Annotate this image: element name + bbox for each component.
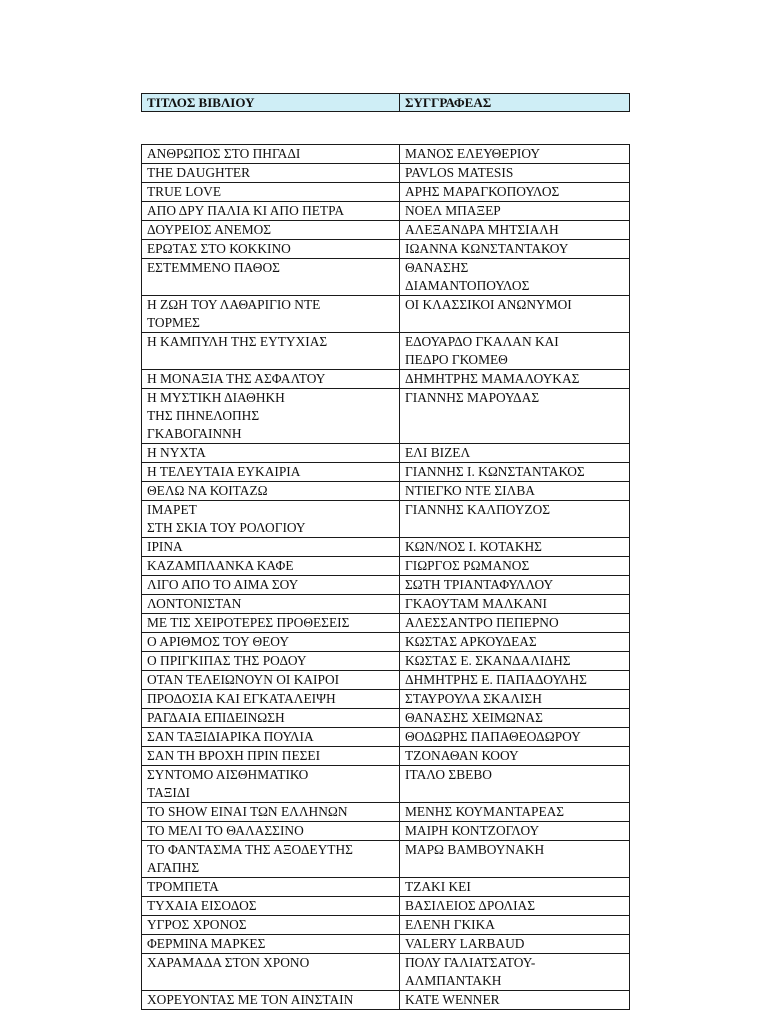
book-title-cell: ΙΡΙΝΑ xyxy=(142,538,400,557)
book-author-cell: ΓΙΩΡΓΟΣ ΡΩΜΑΝΟΣ xyxy=(400,557,630,576)
table-row xyxy=(142,897,630,916)
table-row xyxy=(142,633,630,652)
book-title-cell: ΣΑΝ ΤΗ ΒΡΟΧΗ ΠΡΙΝ ΠΕΣΕΙ xyxy=(142,747,400,766)
book-title-cell: ΧΑΡΑΜΑΔΑ ΣΤΟΝ ΧΡΟΝΟ xyxy=(142,954,400,991)
book-title-cell: ΙΜΑΡΕΤ ΣΤΗ ΣΚΙΑ ΤΟΥ ΡΟΛΟΓΙΟΥ xyxy=(142,501,400,538)
table-row xyxy=(142,240,630,259)
book-author-cell: ΔΗΜΗΤΡΗΣ Ε. ΠΑΠΑΔΟΥΛΗΣ xyxy=(400,671,630,690)
table-row xyxy=(142,728,630,747)
table-row xyxy=(142,991,630,1010)
book-author-cell: ΝΟΕΛ ΜΠΑΞΕΡ xyxy=(400,202,630,221)
table-row xyxy=(142,935,630,954)
book-title-cell: ΤΟ ΦΑΝΤΑΣΜΑ ΤΗΣ ΑΞΟΔΕΥΤΗΣ ΑΓΑΠΗΣ xyxy=(142,841,400,878)
book-author-cell: ΤΖΟΝΑΘΑΝ ΚΟΟΥ xyxy=(400,747,630,766)
book-title-cell: TRUE LOVE xyxy=(142,183,400,202)
book-author-cell: ΠΟΛΥ ΓΑΛΙΑΤΣΑΤΟΥ- ΑΛΜΠΑΝΤΑΚΗ xyxy=(400,954,630,991)
book-author-cell: ΑΡΗΣ ΜΑΡΑΓΚΟΠΟΥΛΟΣ xyxy=(400,183,630,202)
book-author-cell: ΜΕΝΗΣ ΚΟΥΜΑΝΤΑΡΕΑΣ xyxy=(400,803,630,822)
table-row xyxy=(142,145,630,164)
book-title-cell: ΕΡΩΤΑΣ ΣΤΟ ΚΟΚΚΙΝΟ xyxy=(142,240,400,259)
table-row xyxy=(142,690,630,709)
book-title-cell: ΤΟ ΜΕΛΙ ΤΟ ΘΑΛΑΣΣΙΝΟ xyxy=(142,822,400,841)
book-title-cell: ΚΑΖΑΜΠΛΑΝΚΑ ΚΑΦΕ xyxy=(142,557,400,576)
table-row xyxy=(142,595,630,614)
book-author-cell: ΝΤΙΕΓΚΟ ΝΤΕ ΣΙΛΒΑ xyxy=(400,482,630,501)
table-row xyxy=(142,671,630,690)
table-row xyxy=(142,822,630,841)
table-row xyxy=(142,803,630,822)
book-title-cell: Η ΜΟΝΑΞΙΑ ΤΗΣ ΑΣΦΑΛΤΟΥ xyxy=(142,370,400,389)
table-row xyxy=(142,878,630,897)
book-author-cell: ΤΖΑΚΙ ΚΕΙ xyxy=(400,878,630,897)
book-title-cell: ΕΣΤΕΜΜΕΝΟ ΠΑΘΟΣ xyxy=(142,259,400,296)
table-row xyxy=(142,614,630,633)
book-author-cell: ΘΑΝΑΣΗΣ ΔΙΑΜΑΝΤΟΠΟΥΛΟΣ xyxy=(400,259,630,296)
book-title-cell: ΘΕΛΩ ΝΑ ΚΟΙΤΑΖΩ xyxy=(142,482,400,501)
book-title-cell: ΟΤΑΝ ΤΕΛΕΙΩΝΟΥΝ ΟΙ ΚΑΙΡΟΙ xyxy=(142,671,400,690)
books-table xyxy=(141,144,630,1010)
header-row xyxy=(142,94,630,112)
table-row xyxy=(142,538,630,557)
book-author-cell: ΑΛΕΞΑΝΔΡΑ ΜΗΤΣΙΑΛΗ xyxy=(400,221,630,240)
table-row xyxy=(142,164,630,183)
book-title-cell: ΛΙΓΟ ΑΠΟ ΤΟ ΑΙΜΑ ΣΟΥ xyxy=(142,576,400,595)
table-row xyxy=(142,652,630,671)
book-title-cell: ΣΑΝ ΤΑΞΙΔΙΑΡΙΚΑ ΠΟΥΛΙΑ xyxy=(142,728,400,747)
book-title-cell: Ο ΠΡΙΓΚΙΠΑΣ ΤΗΣ ΡΟΔΟΥ xyxy=(142,652,400,671)
book-title-cell: ΤΟ SHOW ΕΙΝΑΙ ΤΩΝ ΕΛΛΗΝΩΝ xyxy=(142,803,400,822)
table-row xyxy=(142,576,630,595)
table-row xyxy=(142,183,630,202)
book-author-cell: PAVLOS MATESIS xyxy=(400,164,630,183)
books-body xyxy=(142,145,630,1010)
book-author-cell: ΚΩΣΤΑΣ Ε. ΣΚΑΝΔΑΛΙΔΗΣ xyxy=(400,652,630,671)
table-row xyxy=(142,766,630,803)
book-author-cell: ΜΑΡΩ ΒΑΜΒΟΥΝΑΚΗ xyxy=(400,841,630,878)
book-title-cell: Η ΤΕΛΕΥΤΑΙΑ ΕΥΚΑΙΡΙΑ xyxy=(142,463,400,482)
book-title-cell: ΤΡΟΜΠΕΤΑ xyxy=(142,878,400,897)
table-row xyxy=(142,463,630,482)
table-row xyxy=(142,841,630,878)
book-author-cell: ΔΗΜΗΤΡΗΣ ΜΑΜΑΛΟΥΚΑΣ xyxy=(400,370,630,389)
book-author-cell: ΚΩΣΤΑΣ ΑΡΚΟΥΔΕΑΣ xyxy=(400,633,630,652)
book-author-cell: ΓΚΑΟΥΤΑΜ ΜΑΛΚΑΝΙ xyxy=(400,595,630,614)
book-author-cell: ΓΙΑΝΝΗΣ ΜΑΡΟΥΔΑΣ xyxy=(400,389,630,444)
table-row xyxy=(142,501,630,538)
book-author-cell: ΜΑΝΟΣ ΕΛΕΥΘΕΡΙΟΥ xyxy=(400,145,630,164)
table-row xyxy=(142,954,630,991)
book-author-cell: ΒΑΣΙΛΕΙΟΣ ΔΡΟΛΙΑΣ xyxy=(400,897,630,916)
book-author-cell: ΕΛΕΝΗ ΓΚΙΚΑ xyxy=(400,916,630,935)
table-row xyxy=(142,259,630,296)
book-title-cell: ΜΕ ΤΙΣ ΧΕΙΡΟΤΕΡΕΣ ΠΡΟΘΕΣΕΙΣ xyxy=(142,614,400,633)
book-title-cell: ΠΡΟΔΟΣΙΑ ΚΑΙ ΕΓΚΑΤΑΛΕΙΨΗ xyxy=(142,690,400,709)
book-title-cell: Η ΝΥΧΤΑ xyxy=(142,444,400,463)
book-title-cell: ΤΥΧΑΙΑ ΕΙΣΟΔΟΣ xyxy=(142,897,400,916)
book-title-cell: ΥΓΡΟΣ ΧΡΟΝΟΣ xyxy=(142,916,400,935)
table-row xyxy=(142,557,630,576)
book-title-cell: ΛΟΝΤΟΝΙΣΤΑΝ xyxy=(142,595,400,614)
book-author-cell: ΣΤΑΥΡΟΥΛΑ ΣΚΑΛΙΣΗ xyxy=(400,690,630,709)
book-author-cell: VALERY LARBAUD xyxy=(400,935,630,954)
book-author-cell: ΓΙΑΝΝΗΣ ΚΑΛΠΟΥΖΟΣ xyxy=(400,501,630,538)
table-row xyxy=(142,370,630,389)
table-row xyxy=(142,916,630,935)
book-author-cell: ΚΩΝ/ΝΟΣ Ι. ΚΟΤΑΚΗΣ xyxy=(400,538,630,557)
table-row xyxy=(142,747,630,766)
table-row xyxy=(142,333,630,370)
book-author-cell: ΟΙ ΚΛΑΣΣΙΚΟΙ ΑΝΩΝΥΜΟΙ xyxy=(400,296,630,333)
book-author-cell: ΙΤΑΛΟ ΣΒΕΒΟ xyxy=(400,766,630,803)
header-author-cell: ΣΥΓΓΡΑΦΕΑΣ xyxy=(400,94,630,112)
book-title-cell: ΔΟΥΡΕΙΟΣ ΑΝΕΜΟΣ xyxy=(142,221,400,240)
book-title-cell: ΑΝΘΡΩΠΟΣ ΣΤΟ ΠΗΓΑΔΙ xyxy=(142,145,400,164)
table-row xyxy=(142,296,630,333)
book-title-cell: Ο ΑΡΙΘΜΟΣ ΤΟΥ ΘΕΟΥ xyxy=(142,633,400,652)
table-row xyxy=(142,482,630,501)
header-table xyxy=(141,93,630,112)
book-title-cell: Η ΜΥΣΤΙΚΗ ΔΙΑΘΗΚΗ ΤΗΣ ΠΗΝΕΛΟΠΗΣ ΓΚΑΒΟΓΑΙΝΝΗ xyxy=(142,389,400,444)
book-author-cell: ΜΑΙΡΗ ΚΟΝΤΖΟΓΛΟΥ xyxy=(400,822,630,841)
table-row xyxy=(142,202,630,221)
book-author-cell: ΕΛΙ ΒΙΖΕΛ xyxy=(400,444,630,463)
book-title-cell: ΦΕΡΜΙΝΑ ΜΑΡΚΕΣ xyxy=(142,935,400,954)
book-title-cell: THE DAUGHTER xyxy=(142,164,400,183)
book-title-cell: Η ΚΑΜΠΥΛΗ ΤΗΣ ΕΥΤΥΧΙΑΣ xyxy=(142,333,400,370)
book-author-cell: ΘΟΔΩΡΗΣ ΠΑΠΑΘΕΟΔΩΡΟΥ xyxy=(400,728,630,747)
book-author-cell: ΣΩΤΗ ΤΡΙΑΝΤΑΦΥΛΛΟΥ xyxy=(400,576,630,595)
book-author-cell: ΘΑΝΑΣΗΣ ΧΕΙΜΩΝΑΣ xyxy=(400,709,630,728)
book-author-cell: ΓΙΑΝΝΗΣ Ι. ΚΩΝΣΤΑΝΤΑΚΟΣ xyxy=(400,463,630,482)
book-title-cell: ΑΠΟ ΔΡΥ ΠΑΛΙΑ ΚΙ ΑΠΟ ΠΕΤΡΑ xyxy=(142,202,400,221)
header-title-cell: ΤΙΤΛΟΣ ΒΙΒΛΙΟΥ xyxy=(142,94,400,112)
table-row xyxy=(142,709,630,728)
table-row xyxy=(142,444,630,463)
book-title-cell: Η ΖΩΗ ΤΟΥ ΛΑΘΑΡΙΓΙΟ ΝΤΕ ΤΟΡΜΕΣ xyxy=(142,296,400,333)
book-author-cell: ΙΩΑΝΝΑ ΚΩΝΣΤΑΝΤΑΚΟΥ xyxy=(400,240,630,259)
book-author-cell: ΑΛΕΣΣΑΝΤΡΟ ΠΕΠΕΡΝΟ xyxy=(400,614,630,633)
book-author-cell: ΕΔΟΥΑΡΔΟ ΓΚΑΛΑΝ ΚΑΙ ΠΕΔΡΟ ΓΚΟΜΕΘ xyxy=(400,333,630,370)
book-title-cell: ΡΑΓΔΑΙΑ ΕΠΙΔΕΙΝΩΣΗ xyxy=(142,709,400,728)
book-title-cell: ΧΟΡΕΥΟΝΤΑΣ ΜΕ ΤΟΝ ΑΙΝΣΤΑΙΝ xyxy=(142,991,400,1010)
book-title-cell: ΣΥΝΤΟΜΟ ΑΙΣΘΗΜΑΤΙΚΟ ΤΑΞΙΔΙ xyxy=(142,766,400,803)
book-author-cell: KATE WENNER xyxy=(400,991,630,1010)
table-row xyxy=(142,221,630,240)
table-row xyxy=(142,389,630,444)
